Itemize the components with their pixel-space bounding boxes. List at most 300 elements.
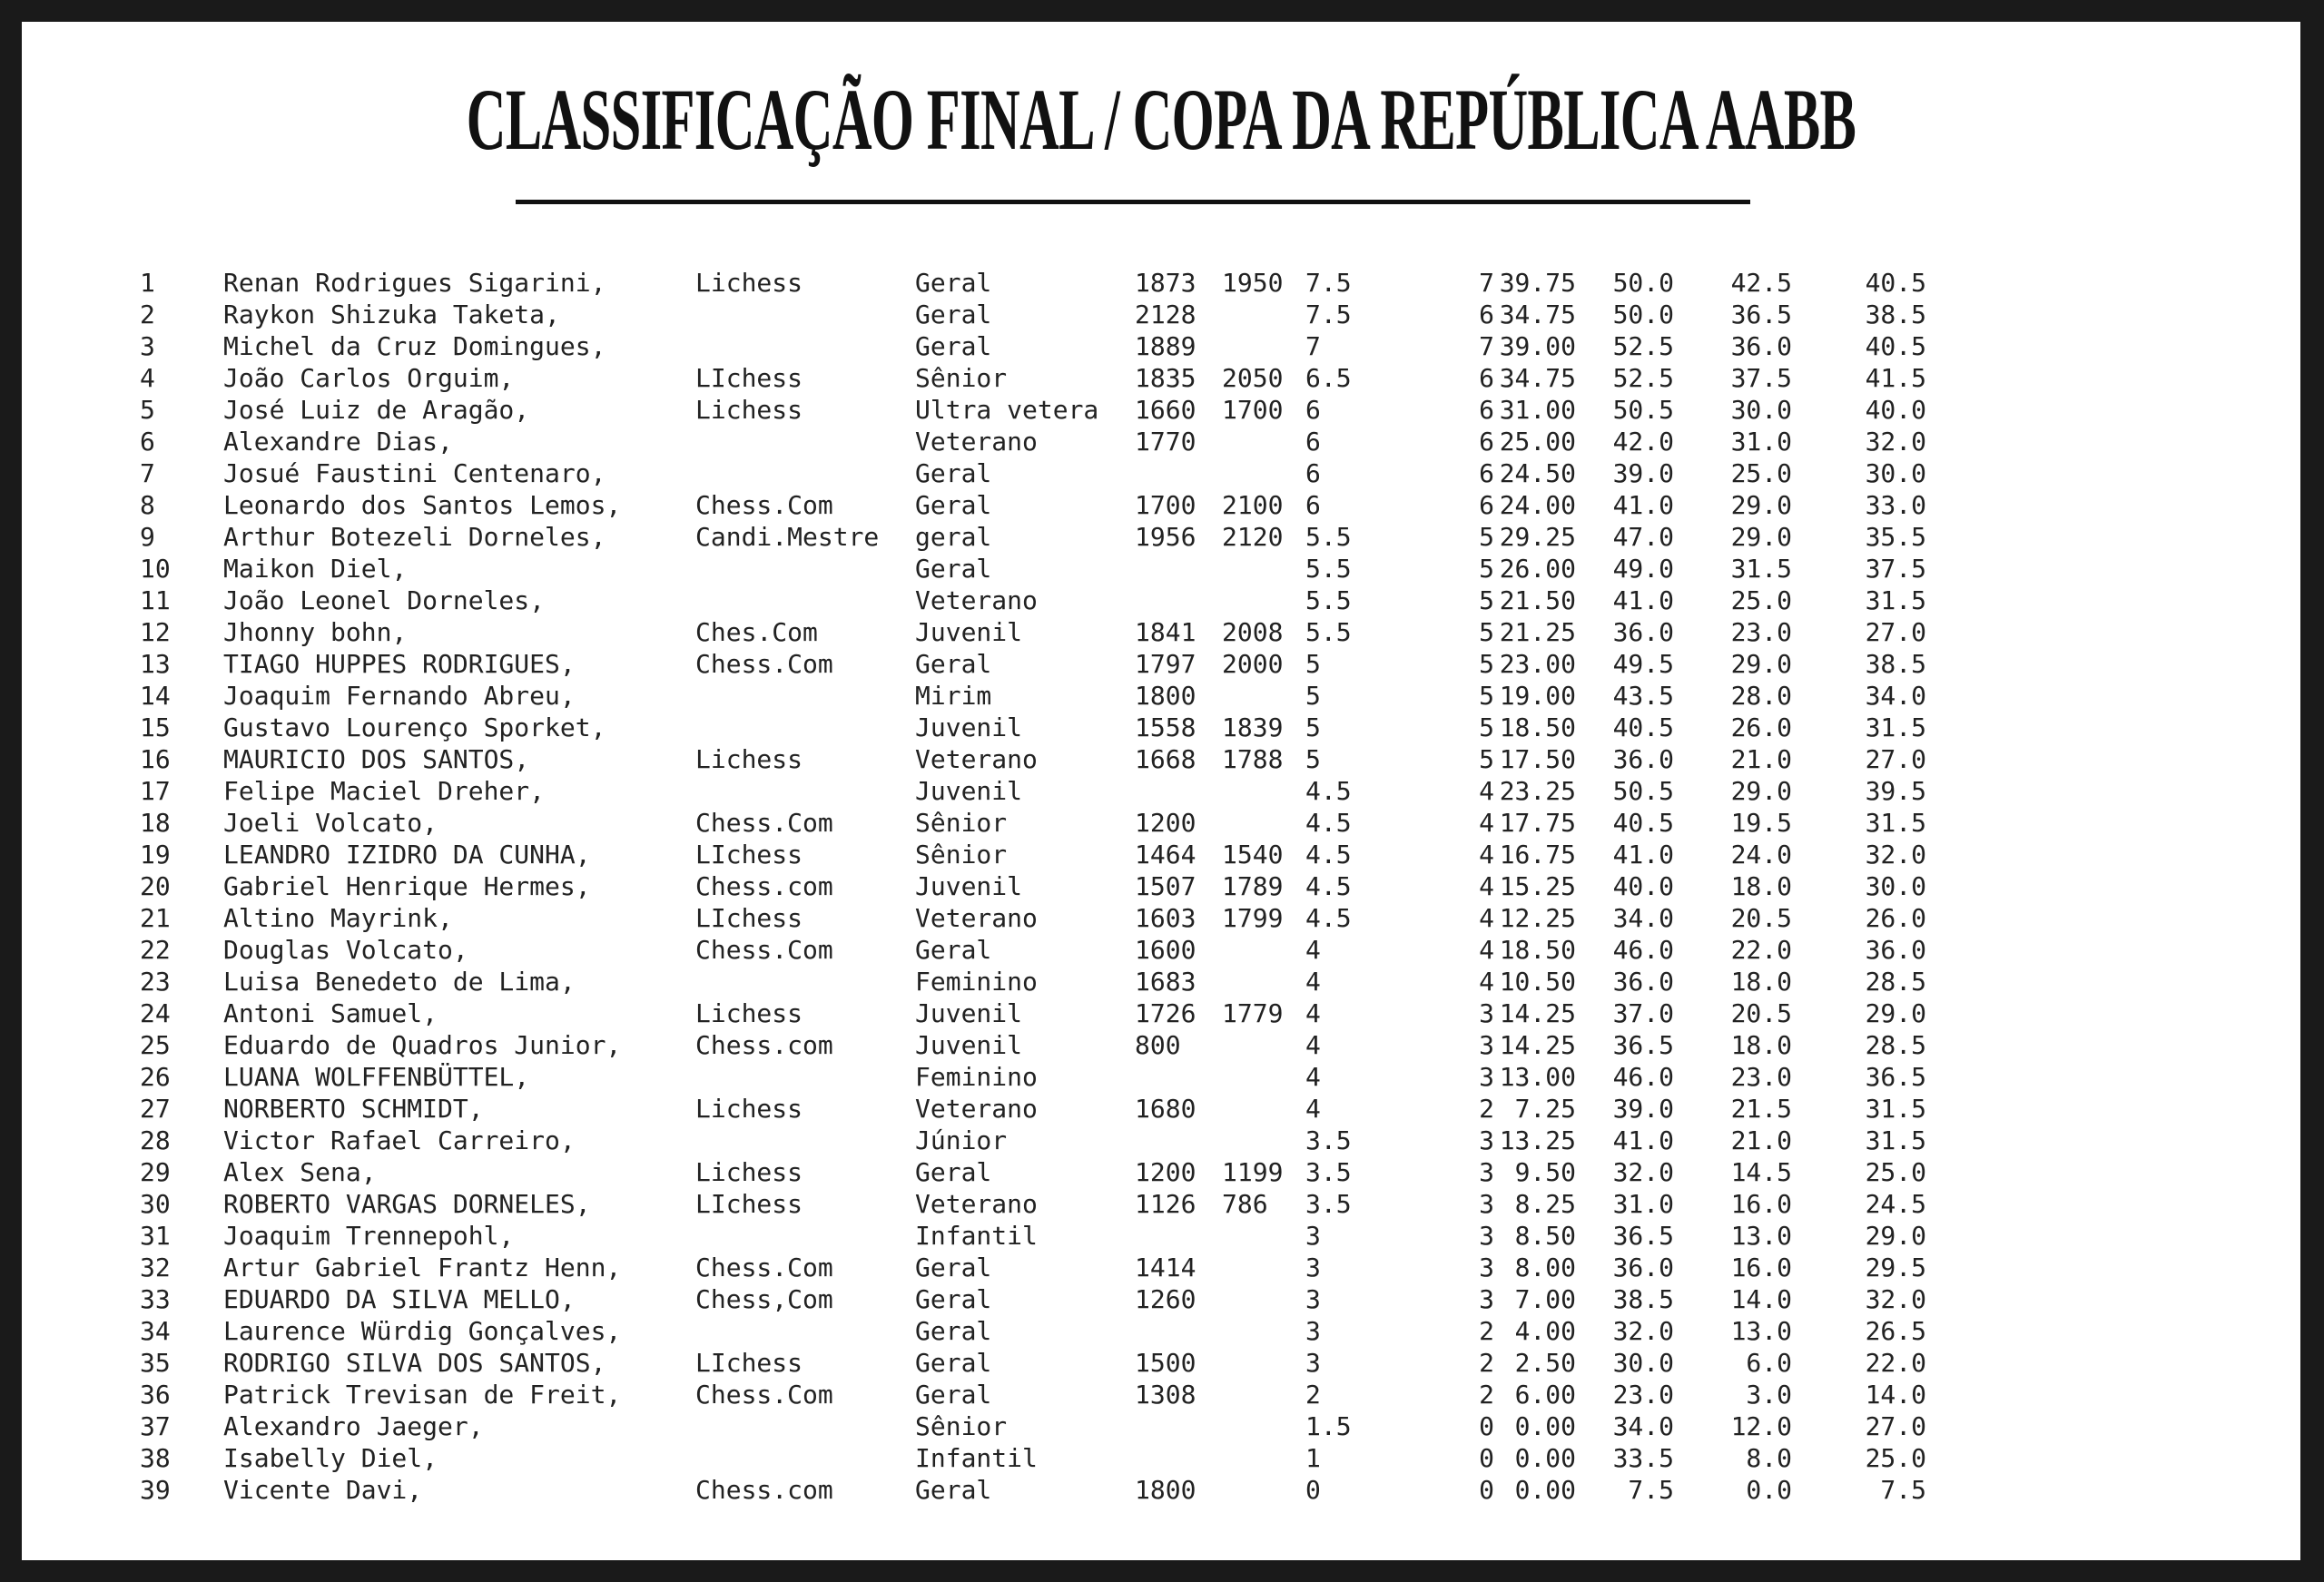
tiebreak-4-cell: 31.5 <box>1865 712 1926 742</box>
tiebreak-1-cell: 39.00 <box>1499 331 1576 361</box>
tiebreak-3-cell: 18.0 <box>1730 1030 1792 1060</box>
tiebreak-3-cell: 13.0 <box>1730 1221 1792 1251</box>
points-cell: 3 <box>1305 1348 1321 1378</box>
points-cell: 3.5 <box>1305 1125 1352 1155</box>
player-name-cell: Joaquim Trennepohl, <box>223 1221 515 1251</box>
wins-cell: 4 <box>1479 776 1494 806</box>
rating-2-cell: 2050 <box>1222 363 1284 393</box>
table-row <box>22 1125 2300 1156</box>
position-cell: 31 <box>140 1221 171 1251</box>
position-cell: 18 <box>140 808 171 838</box>
table-row <box>22 1379 2300 1410</box>
table-row <box>22 648 2300 680</box>
wins-cell: 6 <box>1479 490 1494 520</box>
tiebreak-4-cell: 25.0 <box>1865 1157 1926 1187</box>
category-cell: Geral <box>915 458 992 488</box>
position-cell: 16 <box>140 744 171 774</box>
tiebreak-2-cell: 52.5 <box>1612 363 1674 393</box>
player-name-cell: Raykon Shizuka Taketa, <box>223 300 560 329</box>
tiebreak-3-cell: 8.0 <box>1746 1443 1792 1473</box>
platform-cell: Chess,Com <box>695 1284 833 1314</box>
category-cell: Sênior <box>915 840 1008 870</box>
position-cell: 22 <box>140 935 171 965</box>
tiebreak-1-cell: 29.25 <box>1499 522 1576 552</box>
platform-cell: Ches.Com <box>695 617 818 647</box>
tiebreak-3-cell: 29.0 <box>1730 490 1792 520</box>
platform-cell: Lichess <box>695 1094 803 1124</box>
position-cell: 37 <box>140 1411 171 1441</box>
rating-1-cell: 1683 <box>1135 967 1196 997</box>
tiebreak-2-cell: 36.5 <box>1612 1221 1674 1251</box>
page-title: CLASSIFICAÇÃO FINAL / COPA DA REPÚBLICA AABB <box>466 71 1856 168</box>
player-name-cell: Vicente Davi, <box>223 1475 423 1505</box>
position-cell: 12 <box>140 617 171 647</box>
table-row <box>22 489 2300 521</box>
rating-1-cell: 1800 <box>1135 1475 1196 1505</box>
wins-cell: 6 <box>1479 395 1494 425</box>
tiebreak-3-cell: 22.0 <box>1730 935 1792 965</box>
player-name-cell: Isabelly Diel, <box>223 1443 438 1473</box>
rating-1-cell: 1558 <box>1135 712 1196 742</box>
rating-2-cell: 1540 <box>1222 840 1284 870</box>
tiebreak-4-cell: 26.0 <box>1865 903 1926 933</box>
tiebreak-3-cell: 24.0 <box>1730 840 1792 870</box>
tiebreak-2-cell: 50.5 <box>1612 776 1674 806</box>
tiebreak-2-cell: 36.0 <box>1612 744 1674 774</box>
tiebreak-1-cell: 39.75 <box>1499 268 1576 298</box>
wins-cell: 4 <box>1479 808 1494 838</box>
category-cell: Geral <box>915 935 992 965</box>
table-row <box>22 1283 2300 1315</box>
platform-cell: Chess.Com <box>695 808 833 838</box>
rating-1-cell: 1770 <box>1135 427 1196 457</box>
points-cell: 6 <box>1305 458 1321 488</box>
position-cell: 9 <box>140 522 155 552</box>
tiebreak-3-cell: 12.0 <box>1730 1411 1792 1441</box>
tiebreak-4-cell: 31.5 <box>1865 1125 1926 1155</box>
player-name-cell: Eduardo de Quadros Junior, <box>223 1030 622 1060</box>
category-cell: Feminino <box>915 1062 1038 1092</box>
tiebreak-4-cell: 34.0 <box>1865 681 1926 711</box>
points-cell: 3 <box>1305 1284 1321 1314</box>
tiebreak-3-cell: 3.0 <box>1746 1380 1792 1410</box>
points-cell: 6.5 <box>1305 363 1352 393</box>
wins-cell: 5 <box>1479 522 1494 552</box>
tiebreak-1-cell: 25.00 <box>1499 427 1576 457</box>
table-row <box>22 902 2300 934</box>
player-name-cell: Alexandre Dias, <box>223 427 453 457</box>
points-cell: 3 <box>1305 1253 1321 1282</box>
rating-1-cell: 1464 <box>1135 840 1196 870</box>
category-cell: Infantil <box>915 1443 1038 1473</box>
tiebreak-2-cell: 47.0 <box>1612 522 1674 552</box>
table-row <box>22 394 2300 426</box>
wins-cell: 0 <box>1479 1443 1494 1473</box>
tiebreak-2-cell: 36.0 <box>1612 1253 1674 1282</box>
player-name-cell: Maikon Diel, <box>223 554 408 584</box>
tiebreak-2-cell: 41.0 <box>1612 585 1674 615</box>
platform-cell: Chess.Com <box>695 490 833 520</box>
tiebreak-4-cell: 33.0 <box>1865 490 1926 520</box>
tiebreak-4-cell: 32.0 <box>1865 1284 1926 1314</box>
position-cell: 30 <box>140 1189 171 1219</box>
tiebreak-3-cell: 21.0 <box>1730 744 1792 774</box>
tiebreak-3-cell: 37.5 <box>1730 363 1792 393</box>
tiebreak-2-cell: 32.0 <box>1612 1316 1674 1346</box>
table-row <box>22 1474 2300 1506</box>
tiebreak-1-cell: 34.75 <box>1499 300 1576 329</box>
points-cell: 4.5 <box>1305 840 1352 870</box>
points-cell: 5 <box>1305 649 1321 679</box>
table-row <box>22 299 2300 330</box>
points-cell: 4.5 <box>1305 808 1352 838</box>
tiebreak-1-cell: 19.00 <box>1499 681 1576 711</box>
tiebreak-3-cell: 16.0 <box>1730 1189 1792 1219</box>
wins-cell: 5 <box>1479 649 1494 679</box>
player-name-cell: Victor Rafael Carreiro, <box>223 1125 576 1155</box>
tiebreak-1-cell: 14.25 <box>1499 1030 1576 1060</box>
points-cell: 3 <box>1305 1221 1321 1251</box>
tiebreak-1-cell: 0.00 <box>1514 1443 1576 1473</box>
rating-2-cell: 1788 <box>1222 744 1284 774</box>
points-cell: 1 <box>1305 1443 1321 1473</box>
tiebreak-2-cell: 41.0 <box>1612 490 1674 520</box>
rating-1-cell: 1700 <box>1135 490 1196 520</box>
platform-cell: Lichess <box>695 998 803 1028</box>
platform-cell: Chess.Com <box>695 1380 833 1410</box>
position-cell: 1 <box>140 268 155 298</box>
tiebreak-2-cell: 31.0 <box>1612 1189 1674 1219</box>
table-row <box>22 267 2300 299</box>
tiebreak-3-cell: 28.0 <box>1730 681 1792 711</box>
tiebreak-1-cell: 9.50 <box>1514 1157 1576 1187</box>
tiebreak-2-cell: 32.0 <box>1612 1157 1674 1187</box>
tiebreak-2-cell: 34.0 <box>1612 903 1674 933</box>
player-name-cell: Patrick Trevisan de Freit, <box>223 1380 622 1410</box>
rating-1-cell: 1500 <box>1135 1348 1196 1378</box>
tiebreak-4-cell: 14.0 <box>1865 1380 1926 1410</box>
category-cell: Juvenil <box>915 998 1023 1028</box>
tiebreak-2-cell: 23.0 <box>1612 1380 1674 1410</box>
category-cell: Geral <box>915 268 992 298</box>
rating-1-cell: 1126 <box>1135 1189 1196 1219</box>
platform-cell: Chess.Com <box>695 935 833 965</box>
position-cell: 21 <box>140 903 171 933</box>
player-name-cell: Jhonny bohn, <box>223 617 408 647</box>
rating-2-cell: 1839 <box>1222 712 1284 742</box>
table-row <box>22 553 2300 585</box>
table-row <box>22 807 2300 839</box>
tiebreak-1-cell: 7.25 <box>1514 1094 1576 1124</box>
category-cell: Feminino <box>915 967 1038 997</box>
tiebreak-4-cell: 29.0 <box>1865 998 1926 1028</box>
tiebreak-2-cell: 49.0 <box>1612 554 1674 584</box>
tiebreak-2-cell: 37.0 <box>1612 998 1674 1028</box>
position-cell: 5 <box>140 395 155 425</box>
points-cell: 3.5 <box>1305 1157 1352 1187</box>
category-cell: Geral <box>915 1284 992 1314</box>
position-cell: 38 <box>140 1443 171 1473</box>
tiebreak-1-cell: 23.00 <box>1499 649 1576 679</box>
tiebreak-1-cell: 4.00 <box>1514 1316 1576 1346</box>
rating-1-cell: 1603 <box>1135 903 1196 933</box>
player-name-cell: Leonardo dos Santos Lemos, <box>223 490 622 520</box>
category-cell: Geral <box>915 490 992 520</box>
rating-1-cell: 1668 <box>1135 744 1196 774</box>
tiebreak-3-cell: 42.5 <box>1730 268 1792 298</box>
rating-1-cell: 1200 <box>1135 1157 1196 1187</box>
category-cell: Veterano <box>915 1189 1038 1219</box>
category-cell: Veterano <box>915 585 1038 615</box>
tiebreak-3-cell: 29.0 <box>1730 776 1792 806</box>
rating-1-cell: 1260 <box>1135 1284 1196 1314</box>
player-name-cell: Artur Gabriel Frantz Henn, <box>223 1253 622 1282</box>
position-cell: 34 <box>140 1316 171 1346</box>
tiebreak-2-cell: 40.5 <box>1612 808 1674 838</box>
tiebreak-4-cell: 40.5 <box>1865 331 1926 361</box>
table-row <box>22 1347 2300 1379</box>
tiebreak-2-cell: 50.0 <box>1612 268 1674 298</box>
category-cell: Geral <box>915 300 992 329</box>
wins-cell: 4 <box>1479 903 1494 933</box>
tiebreak-3-cell: 21.0 <box>1730 1125 1792 1155</box>
player-name-cell: Luisa Benedeto de Lima, <box>223 967 576 997</box>
tiebreak-2-cell: 33.5 <box>1612 1443 1674 1473</box>
points-cell: 6 <box>1305 395 1321 425</box>
tiebreak-4-cell: 24.5 <box>1865 1189 1926 1219</box>
points-cell: 4 <box>1305 967 1321 997</box>
rating-2-cell: 786 <box>1222 1189 1268 1219</box>
tiebreak-2-cell: 39.0 <box>1612 1094 1674 1124</box>
rating-2-cell: 1789 <box>1222 871 1284 901</box>
category-cell: Geral <box>915 1316 992 1346</box>
tiebreak-1-cell: 24.00 <box>1499 490 1576 520</box>
position-cell: 20 <box>140 871 171 901</box>
wins-cell: 5 <box>1479 712 1494 742</box>
position-cell: 32 <box>140 1253 171 1282</box>
tiebreak-1-cell: 15.25 <box>1499 871 1576 901</box>
tiebreak-3-cell: 36.0 <box>1730 331 1792 361</box>
tiebreak-1-cell: 17.75 <box>1499 808 1576 838</box>
category-cell: Geral <box>915 331 992 361</box>
tiebreak-3-cell: 0.0 <box>1746 1475 1792 1505</box>
tiebreak-3-cell: 23.0 <box>1730 1062 1792 1092</box>
points-cell: 4 <box>1305 998 1321 1028</box>
wins-cell: 5 <box>1479 585 1494 615</box>
tiebreak-1-cell: 8.25 <box>1514 1189 1576 1219</box>
tiebreak-1-cell: 6.00 <box>1514 1380 1576 1410</box>
category-cell: Infantil <box>915 1221 1038 1251</box>
wins-cell: 4 <box>1479 840 1494 870</box>
category-cell: Sênior <box>915 808 1008 838</box>
position-cell: 8 <box>140 490 155 520</box>
player-name-cell: João Leonel Dorneles, <box>223 585 546 615</box>
tiebreak-2-cell: 7.5 <box>1628 1475 1674 1505</box>
platform-cell: Chess.Com <box>695 1253 833 1282</box>
points-cell: 4.5 <box>1305 903 1352 933</box>
wins-cell: 7 <box>1479 331 1494 361</box>
tiebreak-1-cell: 18.50 <box>1499 712 1576 742</box>
tiebreak-4-cell: 31.5 <box>1865 585 1926 615</box>
tiebreak-1-cell: 23.25 <box>1499 776 1576 806</box>
rating-1-cell: 800 <box>1135 1030 1181 1060</box>
tiebreak-2-cell: 43.5 <box>1612 681 1674 711</box>
wins-cell: 3 <box>1479 1030 1494 1060</box>
tiebreak-2-cell: 41.0 <box>1612 840 1674 870</box>
tiebreak-4-cell: 29.5 <box>1865 1253 1926 1282</box>
tiebreak-4-cell: 27.0 <box>1865 1411 1926 1441</box>
points-cell: 6 <box>1305 427 1321 457</box>
platform-cell: LIchess <box>695 1348 803 1378</box>
wins-cell: 0 <box>1479 1411 1494 1441</box>
player-name-cell: LUANA WOLFFENBÜTTEL, <box>223 1062 530 1092</box>
player-name-cell: EDUARDO DA SILVA MELLO, <box>223 1284 576 1314</box>
tiebreak-3-cell: 19.5 <box>1730 808 1792 838</box>
platform-cell: Lichess <box>695 744 803 774</box>
tiebreak-1-cell: 18.50 <box>1499 935 1576 965</box>
tiebreak-4-cell: 31.5 <box>1865 1094 1926 1124</box>
rating-2-cell: 1779 <box>1222 998 1284 1028</box>
category-cell: Geral <box>915 554 992 584</box>
wins-cell: 3 <box>1479 1062 1494 1092</box>
table-row <box>22 997 2300 1029</box>
rating-1-cell: 1507 <box>1135 871 1196 901</box>
tiebreak-2-cell: 40.0 <box>1612 871 1674 901</box>
tiebreak-4-cell: 35.5 <box>1865 522 1926 552</box>
position-cell: 13 <box>140 649 171 679</box>
wins-cell: 2 <box>1479 1380 1494 1410</box>
tiebreak-3-cell: 29.0 <box>1730 649 1792 679</box>
wins-cell: 5 <box>1479 554 1494 584</box>
position-cell: 6 <box>140 427 155 457</box>
tiebreak-1-cell: 14.25 <box>1499 998 1576 1028</box>
tiebreak-4-cell: 38.5 <box>1865 649 1926 679</box>
category-cell: Juvenil <box>915 617 1023 647</box>
points-cell: 5.5 <box>1305 585 1352 615</box>
tiebreak-4-cell: 40.0 <box>1865 395 1926 425</box>
position-cell: 29 <box>140 1157 171 1187</box>
points-cell: 3.5 <box>1305 1189 1352 1219</box>
player-name-cell: RODRIGO SILVA DOS SANTOS, <box>223 1348 606 1378</box>
tiebreak-2-cell: 36.5 <box>1612 1030 1674 1060</box>
table-row <box>22 839 2300 870</box>
tiebreak-1-cell: 7.00 <box>1514 1284 1576 1314</box>
tiebreak-4-cell: 28.5 <box>1865 967 1926 997</box>
tiebreak-3-cell: 20.5 <box>1730 998 1792 1028</box>
tiebreak-4-cell: 7.5 <box>1880 1475 1926 1505</box>
tiebreak-3-cell: 23.0 <box>1730 617 1792 647</box>
tiebreak-3-cell: 25.0 <box>1730 458 1792 488</box>
standings-table <box>22 267 2300 1506</box>
platform-cell: Chess.Com <box>695 649 833 679</box>
player-name-cell: Alex Sena, <box>223 1157 377 1187</box>
tiebreak-1-cell: 12.25 <box>1499 903 1576 933</box>
position-cell: 15 <box>140 712 171 742</box>
wins-cell: 6 <box>1479 363 1494 393</box>
table-row <box>22 1156 2300 1188</box>
category-cell: Geral <box>915 1157 992 1187</box>
table-row <box>22 521 2300 553</box>
tiebreak-2-cell: 50.5 <box>1612 395 1674 425</box>
tiebreak-1-cell: 17.50 <box>1499 744 1576 774</box>
wins-cell: 6 <box>1479 300 1494 329</box>
tiebreak-2-cell: 30.0 <box>1612 1348 1674 1378</box>
table-row <box>22 362 2300 394</box>
rating-1-cell: 1797 <box>1135 649 1196 679</box>
points-cell: 5.5 <box>1305 522 1352 552</box>
tiebreak-1-cell: 8.50 <box>1514 1221 1576 1251</box>
tiebreak-4-cell: 40.5 <box>1865 268 1926 298</box>
rating-2-cell: 2000 <box>1222 649 1284 679</box>
tiebreak-4-cell: 27.0 <box>1865 744 1926 774</box>
title-underline <box>516 200 1750 204</box>
player-name-cell: ROBERTO VARGAS DORNELES, <box>223 1189 591 1219</box>
tiebreak-3-cell: 25.0 <box>1730 585 1792 615</box>
tiebreak-4-cell: 41.5 <box>1865 363 1926 393</box>
platform-cell: LIchess <box>695 1189 803 1219</box>
points-cell: 7.5 <box>1305 268 1352 298</box>
position-cell: 35 <box>140 1348 171 1378</box>
tiebreak-2-cell: 34.0 <box>1612 1411 1674 1441</box>
player-name-cell: Michel da Cruz Domingues, <box>223 331 606 361</box>
tiebreak-1-cell: 31.00 <box>1499 395 1576 425</box>
tiebreak-1-cell: 0.00 <box>1514 1411 1576 1441</box>
tiebreak-1-cell: 26.00 <box>1499 554 1576 584</box>
points-cell: 6 <box>1305 490 1321 520</box>
platform-cell: LIchess <box>695 840 803 870</box>
tiebreak-4-cell: 32.0 <box>1865 427 1926 457</box>
rating-1-cell: 1889 <box>1135 331 1196 361</box>
table-row <box>22 585 2300 616</box>
wins-cell: 3 <box>1479 1284 1494 1314</box>
player-name-cell: NORBERTO SCHMIDT, <box>223 1094 484 1124</box>
wins-cell: 5 <box>1479 744 1494 774</box>
points-cell: 5 <box>1305 712 1321 742</box>
tiebreak-4-cell: 27.0 <box>1865 617 1926 647</box>
player-name-cell: Gustavo Lourenço Sporket, <box>223 712 606 742</box>
rating-1-cell: 1873 <box>1135 268 1196 298</box>
rating-2-cell: 1199 <box>1222 1157 1284 1187</box>
position-cell: 11 <box>140 585 171 615</box>
tiebreak-4-cell: 29.0 <box>1865 1221 1926 1251</box>
table-row <box>22 1093 2300 1125</box>
rating-1-cell: 1841 <box>1135 617 1196 647</box>
tiebreak-3-cell: 31.0 <box>1730 427 1792 457</box>
tiebreak-4-cell: 31.5 <box>1865 808 1926 838</box>
rating-1-cell: 1726 <box>1135 998 1196 1028</box>
platform-cell: Lichess <box>695 268 803 298</box>
tiebreak-3-cell: 30.0 <box>1730 395 1792 425</box>
player-name-cell: José Luiz de Aragão, <box>223 395 530 425</box>
position-cell: 23 <box>140 967 171 997</box>
tiebreak-2-cell: 41.0 <box>1612 1125 1674 1155</box>
tiebreak-4-cell: 22.0 <box>1865 1348 1926 1378</box>
table-row <box>22 743 2300 775</box>
category-cell: Geral <box>915 1475 992 1505</box>
points-cell: 3 <box>1305 1316 1321 1346</box>
points-cell: 4.5 <box>1305 871 1352 901</box>
position-cell: 27 <box>140 1094 171 1124</box>
points-cell: 5 <box>1305 681 1321 711</box>
category-cell: Juvenil <box>915 776 1023 806</box>
wins-cell: 2 <box>1479 1316 1494 1346</box>
tiebreak-4-cell: 36.0 <box>1865 935 1926 965</box>
category-cell: Geral <box>915 649 992 679</box>
table-row <box>22 1410 2300 1442</box>
category-cell: Sênior <box>915 363 1008 393</box>
tiebreak-2-cell: 46.0 <box>1612 935 1674 965</box>
category-cell: Veterano <box>915 744 1038 774</box>
